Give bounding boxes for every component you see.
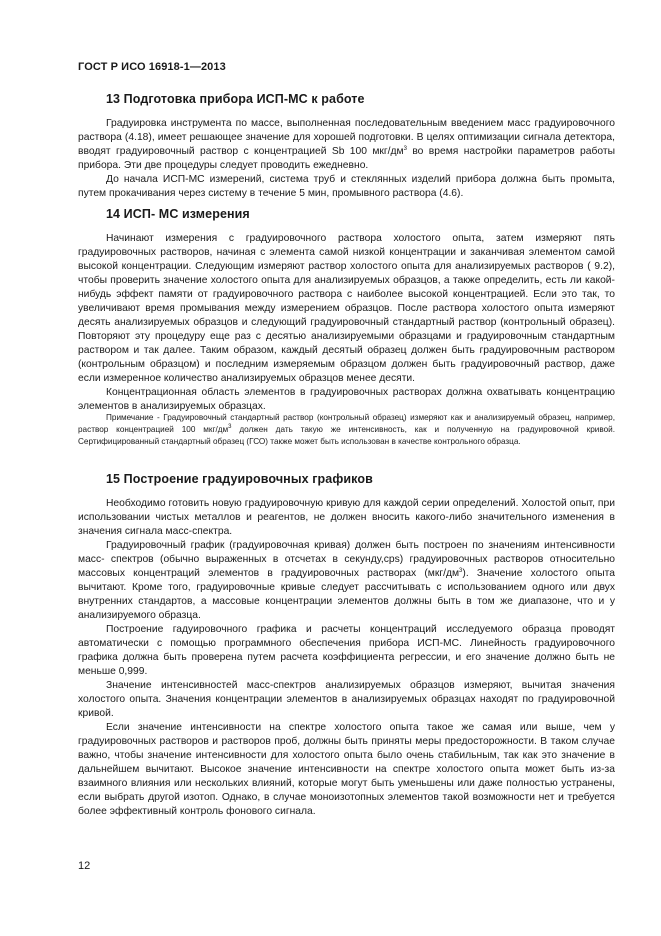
section-13-body <box>78 117 615 201</box>
page-number: 12 <box>78 860 91 872</box>
paragraph: Необходимо готовить новую градуировочную кривую для каждой серии определений. Холостой опыт, при использовании чистых металлов и реагентов, не должен вносить какого-либо значительного изменения в значения сигнала масс-спектра. <box>78 498 615 537</box>
section-14-note <box>78 412 615 448</box>
section-15-body <box>78 497 615 819</box>
section-14-body <box>78 232 615 414</box>
section-13-title: 13 Подготовка прибора ИСП-МС к работе <box>106 92 365 106</box>
section-15-title: 15 Построение градуировочных графиков <box>106 472 373 486</box>
paragraph: Градуировка инструмента по массе, выполненная последовательным введением масс градуировочного раствора (4.18), имеет решающее значение для хорошей подготовки. В целях оптимизации сигнала детектора, вводят градуировочный раствор с концентрацией Sb 100 мкг/$дм^3$ во время настройки параметров работы прибора. Эти две процедуры следует проводить ежедневно. <box>78 118 615 171</box>
note-paragraph: Примечание - Градуировочный стандартный раствор (контрольный образец) измеряют как и анализируемый образец, например, раствор концентрацией 100 мкг/$дм^3$ должен дать такую же интенсивность, как и полученную на градуировочной кривой. Сертифицированный стандартный образец (ГСО) также может быть использован в качестве контрольного образца. <box>78 413 615 446</box>
paragraph: Построение гадуировочного графика и расчеты концентраций исследуемого образца проводят автоматически с помощью программного обеспечения прибора ИСП-МС. Линейность градуировочного графика должна быть проверена путем расчета коэффициента регрессии, и его значение должно быть не меньше 0,999. <box>78 624 615 677</box>
section-14-title: 14 ИСП- МС измерения <box>106 207 250 221</box>
paragraph: Градуировочный график (градуировочная кривая) должен быть построен по значениям интенсивности масс- спектров (обычно выраженных в отсчетах в секунду,cps) градуировочных растворов относительно массовых концентраций элементов в градуировочных растворах $(мкг/дм^3)$. Значение холостого опыта вычитают. Кроме того, градуировочные кривые следует рассчитывать с использованием одного или двух внутренних стандартов, а массовые концентрации элементов должны быть в том же диапазоне, что и у анализируемого образца. <box>78 540 615 621</box>
paragraph: Начинают измерения с градуировочного раствора холостого опыта, затем измеряют пять градуировочных растворов, начиная с элемента самой низкой концентрации и заканчивая элементом самой высокой концентрации. Следующим измеряют раствор холостого опыта для анализируемых растворов ( 9.2), чтобы проверить значение холостого опыта для анализируемых образцов, а также определить, есть ли какой-нибудь эффект памяти от градуировочного раствора с наиболее высокой концентрацией. Если это так, то увеличивают время промывания между измерением образцов. После раствора холостого опыта измеряют десять анализируемых образцов и следующий градуировочный стандартный раствор (контрольный образец). Повторяют эту процедуру еще раз с десятью анализируемыми образцами и градуировочным стандартным раствором и так далее. Таким образом, каждый десятый образец должен быть градуировочным раствором (контрольным образцом) и последним измеряемым образцом должен быть градуировочный раствор, даже если измеренное количество анализируемых образцов менее десяти. <box>78 233 615 384</box>
paragraph: Концентрационная область элементов в градуировочных растворах должна охватывать концентрацию элементов в анализируемых образцах. <box>78 387 615 412</box>
paragraph: Если значение интенсивности на спектре холостого опыта такое же самая или выше, чем у градуировочных растворов и растворов проб, должны быть приняты меры предосторожности. В таком случае важно, чтобы значение интенсивности для холостого опыта было очень стабильным, так как это значение в дальнейшем вычитают. Высокое значение интенсивности на спектре холостого опыта может быть из-за взаимного влияния или нескольких влияний, которые могут быть уменьшены или даже полностью устранены, если выбрать другой изотоп. Однако, в случае моноизотопных элементов такой возможности нет и требуется более эффективный контроль фонового сигнала. <box>78 722 615 817</box>
document-header: ГОСТ Р ИСО 16918-1—2013 <box>78 61 226 73</box>
paragraph: До начала ИСП-МС измерений, система труб и стеклянных изделий прибора должна быть промыта, путем прокачивания через систему в течение 5 мин, промывного раствора (4.6). <box>78 174 615 199</box>
paragraph: Значение интенсивностей масс-спектров анализируемых образцов измеряют, вычитая значения холостого опыта. Значения концентрации элементов в анализируемых образцах находят по градуировочной кривой. <box>78 680 615 719</box>
